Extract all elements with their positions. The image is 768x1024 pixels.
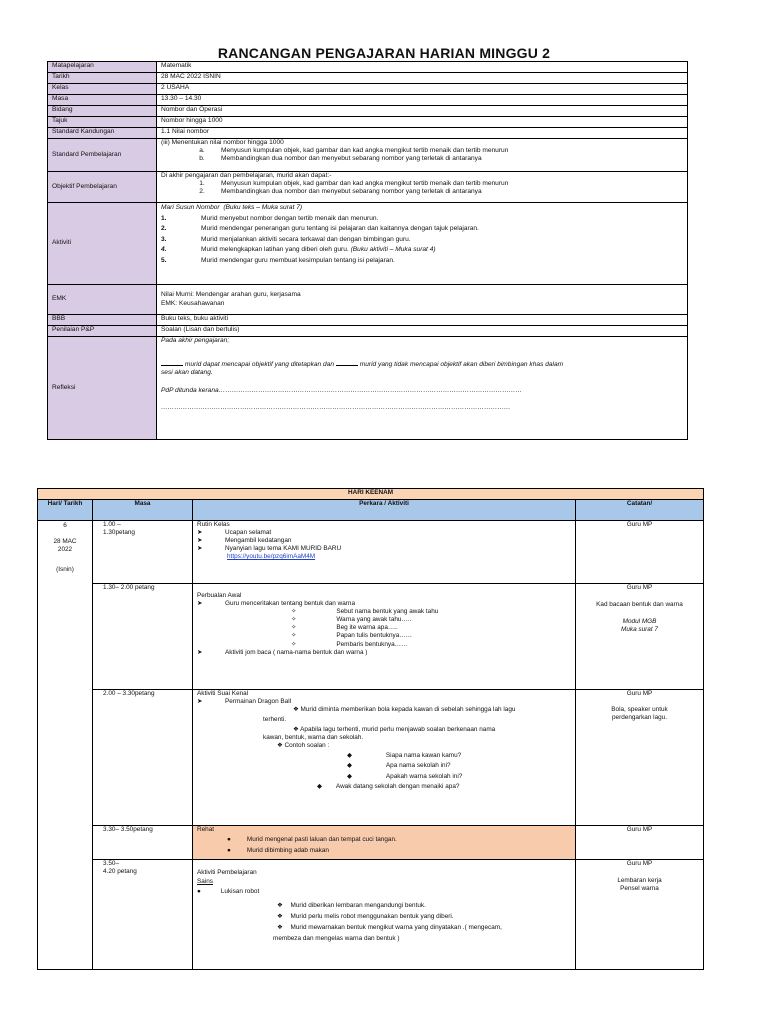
value-field: Nombor dan Operasi [157, 106, 688, 117]
label-field: Bidang [48, 106, 157, 117]
row-topic [48, 117, 688, 128]
question-item: ◆ Awak datang sekolah dengan menaiki apa? [317, 783, 460, 791]
list-item: ❖ Contoh soalan : [277, 742, 330, 750]
day-cell [38, 521, 93, 970]
session-activity [193, 584, 576, 690]
list-item: ➤ Aktiviti jom baca ( nama-nama bentuk dan warna ) [197, 648, 368, 656]
row-reflection [48, 337, 688, 440]
session-subject: Sains [197, 878, 213, 886]
activity-item: 3. Murid menjalankan aktiviti secara terkawal dan dengan bimbingan guru. [161, 235, 411, 243]
session-time: 2.00 – 3.30petang [93, 690, 193, 826]
activity-item: 1. Murid menyebut nombor dengan tertib menaik dan menurun. [161, 214, 379, 222]
list-item: ➤ Permainan Dragon Ball [197, 698, 292, 706]
activity-item: 2. Murid mendengar penerangan guru tentang isi pelajaran dan kaitannya dengan tajuk pelajaran. [161, 225, 479, 233]
value-activity [157, 203, 688, 285]
activity-heading: Mari Susun Nombor (Buku teks – Muka surat 7) [161, 204, 303, 211]
schedule-column-header-row [38, 500, 704, 521]
session-row [38, 690, 704, 826]
list-item: ➤ Guru menceritakan tentang bentuk dan warna [197, 600, 356, 608]
session-title: Perbualan Awal [197, 592, 242, 599]
row-class [48, 84, 688, 95]
label-reflection: Refleksi [48, 337, 157, 440]
session-activity [193, 690, 576, 826]
session-time: 1.30– 2.00 petang [93, 584, 193, 690]
label-content-standard: Standard Kandungan [48, 128, 157, 139]
session-note: Guru MP [576, 826, 704, 860]
session-note: Guru MP Bola, speaker untuk perdengarkan lagu. [576, 690, 704, 826]
reflection-line: PdP ditunda kerana………………………………………………………………………………………………………………………… [161, 386, 522, 394]
list-item: ✧ Warna yang awak tahu….. [291, 616, 412, 624]
session-note: Guru MP [576, 521, 704, 584]
session-row [38, 860, 704, 970]
learning-standard-intro: (iii) Menentukan nilai nombor hingga 1000 [161, 139, 284, 146]
session-row [38, 521, 704, 584]
row-field [48, 106, 688, 117]
day-header: HARI KEENAM [38, 489, 704, 500]
label-learning-standard: Standard Pembelajaran [48, 139, 157, 172]
label-topic: Tajuk [48, 117, 157, 128]
reflection-line: murid dapat mencapai objektif yang ditetapkan dan murid yang tidak mencapai objektif akan diberi bimbingan khas dalam [161, 359, 683, 369]
col-header-activity: Perkara / Aktiviti [193, 500, 576, 521]
session-row [38, 584, 704, 690]
session-time: 3.50– 4.20 petang [93, 860, 193, 970]
emk-values: Nilai Murni: Mendengar arahan guru, kerjasama [161, 291, 301, 299]
youtube-link[interactable]: https://youtu.be/pzq6imAaM4M [227, 553, 316, 561]
label-time: Masa [48, 95, 157, 106]
value-learning-standard [157, 139, 688, 172]
objective-item: 1. Menyusun kumpulan objek, kad gambar dan kad angka mengikut tertib menaik dan tertib menurun [199, 180, 509, 188]
day-year: 2022 [57, 546, 73, 554]
reflection-line: sesi akan datang. [161, 369, 213, 377]
list-item: ✧ Sebut nama bentuk yang awak tahu [291, 608, 439, 616]
label-assessment: Penilaian P&P [48, 326, 157, 337]
label-class: Kelas [48, 84, 157, 95]
list-item: ✧ Papan tulis bentuknya…… [291, 632, 413, 640]
col-header-notes: Catatan/ [576, 500, 704, 521]
day-number: 6 [63, 522, 67, 529]
reflection-line: Pada akhir pengajaran; [161, 337, 230, 344]
row-time [48, 95, 688, 106]
row-objective [48, 172, 688, 203]
value-subject: Matematik [157, 62, 688, 73]
label-bbb: BBB [48, 315, 157, 326]
row-emk [48, 285, 688, 315]
page-title: RANCANGAN PENGAJARAN HARIAN MINGGU 2 [217, 45, 551, 61]
session-activity [193, 826, 576, 860]
lesson-plan-table [47, 61, 688, 440]
row-activity [48, 203, 688, 285]
session-title: Aktiviti Suai Kenal [197, 690, 249, 697]
value-assessment: Soalan (Lisan dan bertulis) [157, 326, 688, 337]
session-title: Rehat [197, 826, 215, 833]
label-objective: Objektif Pembelajaran [48, 172, 157, 203]
value-bbb: Buku teks, buku aktiviti [157, 315, 688, 326]
label-emk: EMK [48, 285, 157, 315]
schedule-day-header-row [38, 489, 704, 500]
list-item: ❖ Murid perlu melis robot menggunakan bentuk yang diberi. [277, 913, 454, 921]
value-date: 28 MAC 2022 ISNIN [157, 73, 688, 84]
list-item: ● Lukisan robot [197, 887, 260, 895]
session-activity [193, 521, 576, 584]
list-item: ❖ Murid diberikan lembaran mengandungi bentuk. [277, 902, 426, 910]
list-item-cont: kawan, bentuk, warna dan sekolah. [263, 734, 364, 742]
value-reflection [157, 337, 688, 440]
list-item: ➤ Ucapan selamat [197, 529, 272, 537]
list-item-cont: terhenti. [263, 716, 287, 724]
value-class: 2 USAHA [157, 84, 688, 95]
session-time: 3.30– 3.50petang [93, 826, 193, 860]
list-item: ❖ Murid mewarnakan bentuk mengikut warna yang dinyatakan .( mengecam, [277, 924, 502, 932]
label-date: Tarikh [48, 73, 157, 84]
row-bbb [48, 315, 688, 326]
label-activity: Aktiviti [48, 203, 157, 285]
row-learning-standard [48, 139, 688, 172]
reflection-line: …………………………………………………………………………………………………………………………………………… [161, 403, 511, 411]
session-title: Rutin Kelas [197, 521, 230, 528]
list-item: ✧ Pembaris bentuknya…… [291, 640, 408, 648]
row-assessment [48, 326, 688, 337]
list-item-cont: membeza dan mengelas warna dan bentuk ) [273, 935, 400, 943]
question-item: ◆ Siapa nama kawan kamu? [347, 751, 462, 759]
activity-item: 5. Murid mendengar guru membuat kesimpulan tentang isi pelajaran. [161, 256, 395, 264]
row-subject [48, 62, 688, 73]
session-time: 1.00 – 1.30petang [93, 521, 193, 584]
value-objective [157, 172, 688, 203]
label-subject: Matapelajaran [48, 62, 157, 73]
value-emk [157, 285, 688, 315]
list-item: ➤ Nyanyian lagu tema KAMI MURID BARU [197, 545, 342, 553]
objective-intro: Di akhir pengajaran dan pembelajaran, murid akan dapat:- [161, 172, 332, 179]
question-item: ◆ Apa nama sekolah ini? [347, 762, 451, 770]
list-item: ● Murid dibimbing adab makan [227, 847, 329, 855]
session-row [38, 826, 704, 860]
value-topic: Nombor hingga 1000 [157, 117, 688, 128]
value-content-standard: 1.1 Nilai nombor [157, 128, 688, 139]
objective-item: 2. Membandingkan dua nombor dan menyebut sebarang nombor yang terletak di antaranya [199, 188, 482, 196]
col-header-day: Hari/ Tarikh [38, 500, 93, 521]
emk-elements: EMK: Keusahawanan [161, 299, 225, 307]
activity-item: 4. Murid melengkapkan latihan yang diberi oleh guru. (Buku aktiviti – Muka surat 4) [161, 246, 436, 254]
daily-schedule-table [37, 488, 704, 970]
day-weekday: (Isnin) [56, 566, 74, 574]
session-activity [193, 860, 576, 970]
list-item: ✧ Beg ite warna apa….. [291, 624, 398, 632]
list-item: ➤ Mengambil kedatangan [197, 537, 292, 545]
session-title: Aktiviti Pembelajaran [197, 869, 257, 876]
learning-standard-item: a. Menyusun kumpulan objek, kad gambar dan kad angka mengikut tertib menaik dan tertib menurun [199, 147, 509, 155]
row-date [48, 73, 688, 84]
list-item: ❖ Murid diminta memberikan bola kepada kawan di sebelah sehingga lah lagu [293, 706, 516, 714]
question-item: ◆ Apakah warna sekolah ini? [347, 772, 463, 780]
session-note: Guru MP Lembaran kerja Pensel warna [576, 860, 704, 970]
col-header-time: Masa [93, 500, 193, 521]
list-item: ❖ Apabila lagu terhenti, murid perlu menjawab soalan berkenaan nama [293, 726, 496, 734]
session-note: Guru MP Kad bacaan bentuk dan warna Modul MGB Muka surat 7 [576, 584, 704, 690]
row-content-standard [48, 128, 688, 139]
list-item: ● Murid mengenal pasti laluan dan tempat cuci tangan. [227, 836, 397, 844]
day-date: 28 MAC [53, 538, 77, 546]
value-time: 13.30 – 14.30 [157, 95, 688, 106]
learning-standard-item: b. Membandingkan dua nombor dan menyebut sebarang nombor yang terletak di antaranya [199, 155, 482, 163]
